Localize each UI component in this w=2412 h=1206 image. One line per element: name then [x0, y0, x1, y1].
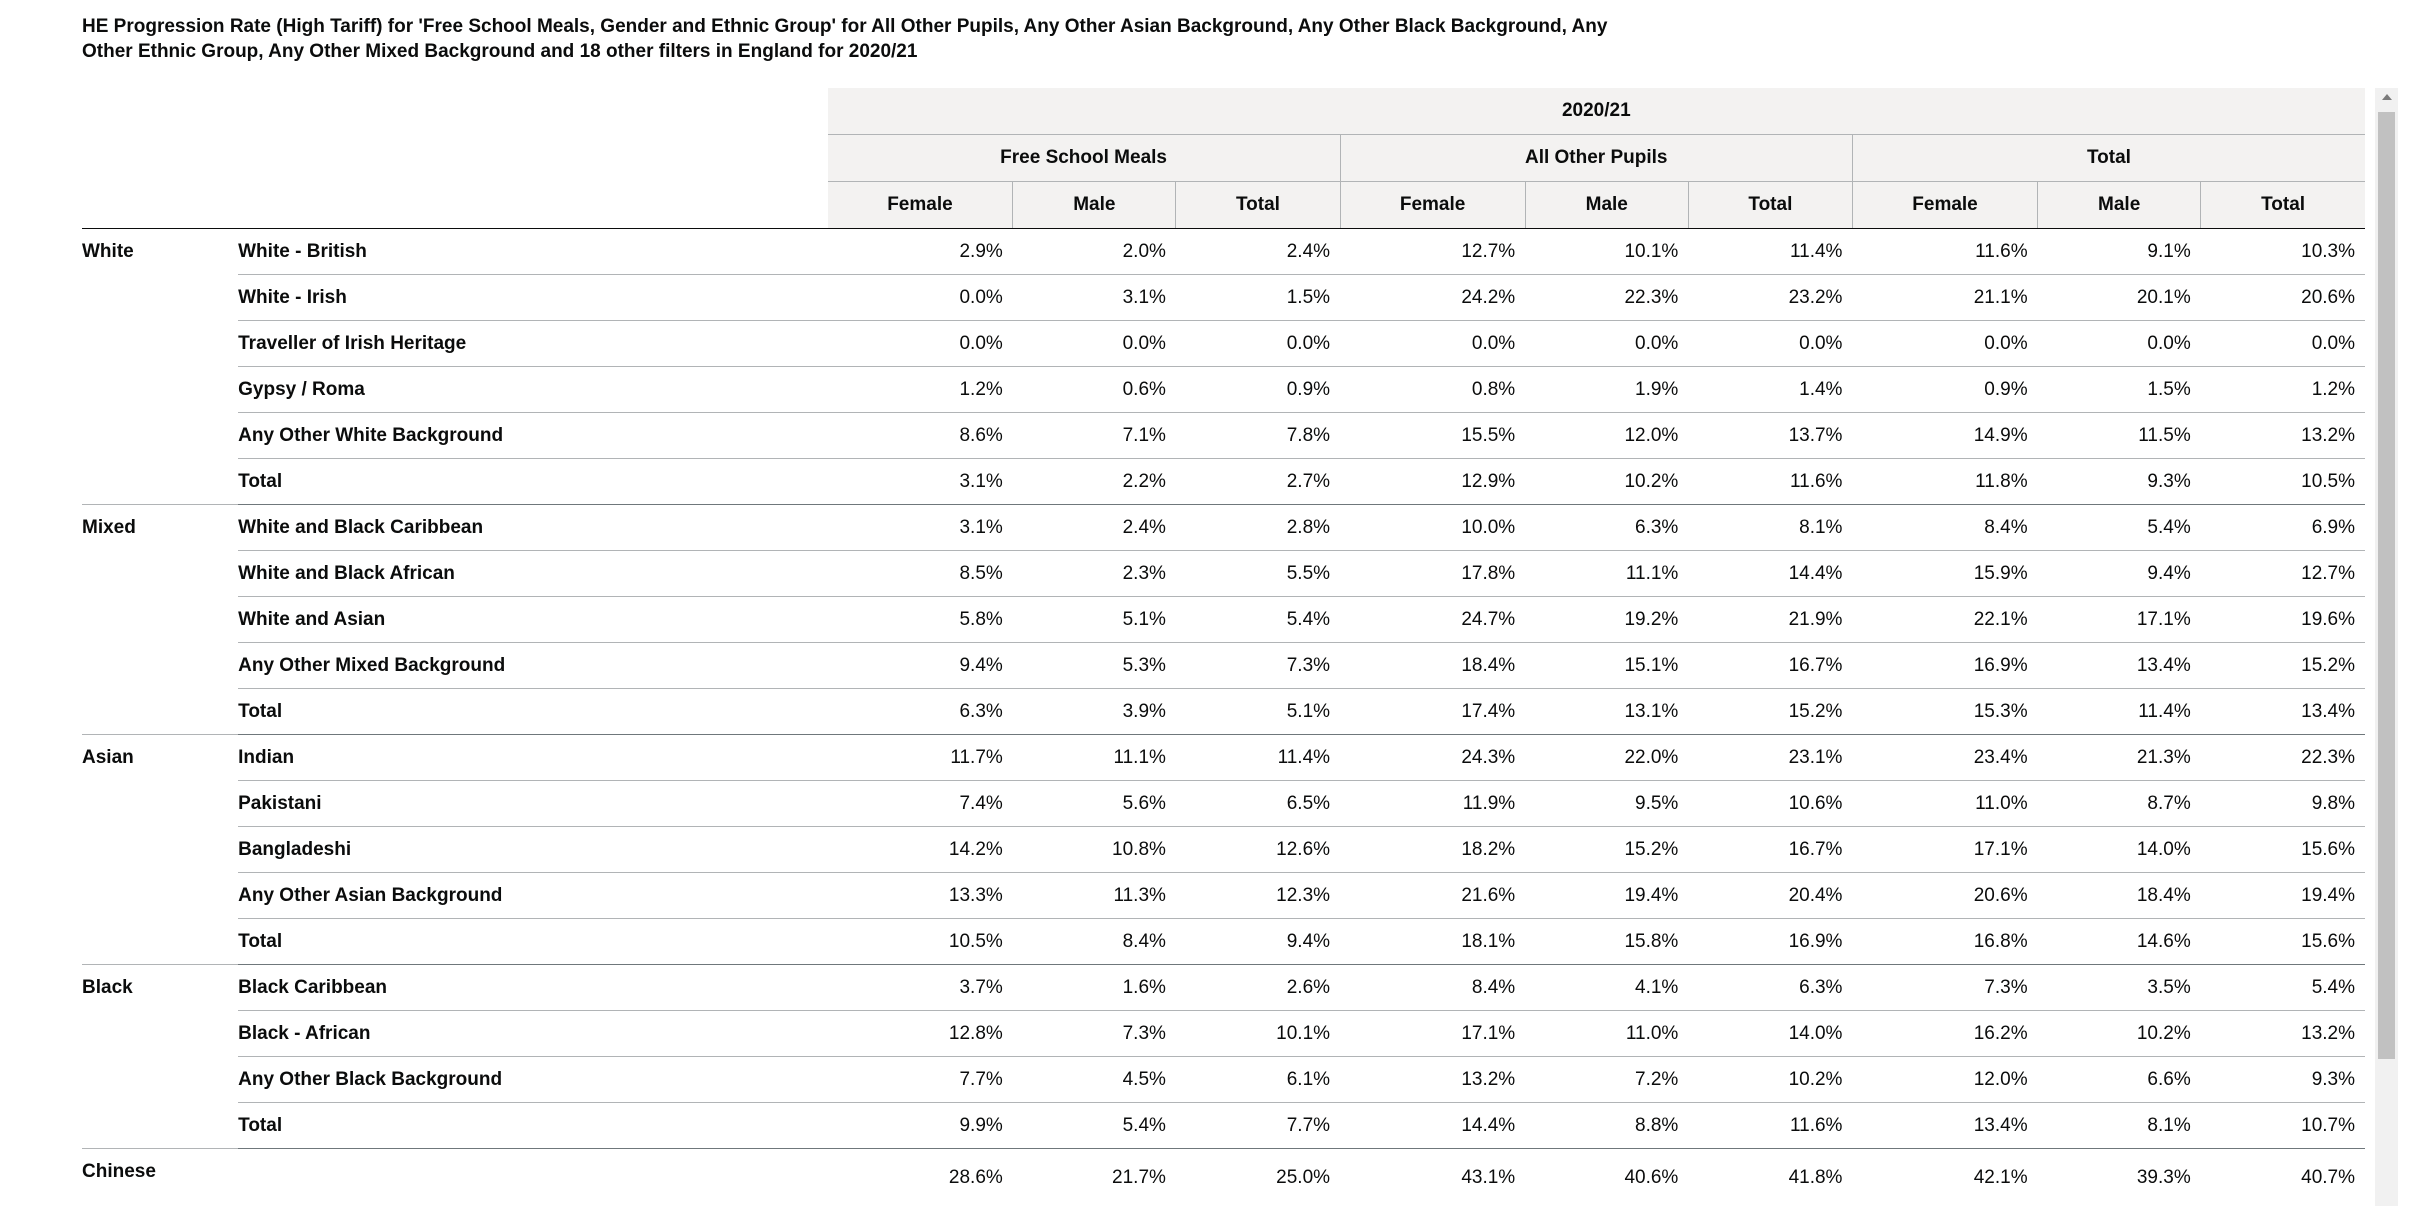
table-cell: 10.3% [2201, 229, 2365, 275]
table-cell: 8.6% [828, 413, 1013, 459]
row-group-label: Chinese [82, 1149, 238, 1206]
table-cell: 19.2% [1525, 597, 1688, 643]
table-cell: 23.2% [1688, 275, 1852, 321]
table-cell: 9.5% [1525, 781, 1688, 827]
table-cell: 12.9% [1340, 459, 1525, 505]
table-row [82, 1057, 2365, 1103]
table-cell: 43.1% [1340, 1149, 1525, 1206]
row-label: Any Other Asian Background [238, 873, 828, 919]
table-cell: 15.2% [2201, 643, 2365, 689]
table-cell: 10.0% [1340, 505, 1525, 551]
table-cell: 21.9% [1688, 597, 1852, 643]
table-cell: 0.0% [1688, 321, 1852, 367]
table-row [82, 689, 2365, 735]
table-cell: 11.3% [1013, 873, 1176, 919]
table-cell: 0.0% [1340, 321, 1525, 367]
row-label: White and Black Caribbean [238, 505, 828, 551]
table-row [82, 505, 2365, 551]
table-row [82, 919, 2365, 965]
table-cell: 2.4% [1013, 505, 1176, 551]
table-cell: 5.5% [1176, 551, 1340, 597]
table-cell: 6.5% [1176, 781, 1340, 827]
table-container[interactable] [82, 88, 2365, 1206]
table-cell: 5.3% [1013, 643, 1176, 689]
table-cell: 19.4% [1525, 873, 1688, 919]
data-table [82, 88, 2365, 1206]
table-cell: 18.1% [1340, 919, 1525, 965]
table-cell: 22.3% [2201, 735, 2365, 781]
table-cell: 11.6% [1688, 1103, 1852, 1149]
header-group-free-school-meals: Free School Meals [828, 135, 1340, 182]
table-cell: 15.2% [1688, 689, 1852, 735]
table-cell: 0.0% [1852, 321, 2037, 367]
table-cell: 40.7% [2201, 1149, 2365, 1206]
table-cell: 0.0% [1013, 321, 1176, 367]
table-cell: 4.5% [1013, 1057, 1176, 1103]
table-cell: 11.4% [2038, 689, 2201, 735]
table-cell: 16.8% [1852, 919, 2037, 965]
table-cell: 0.0% [828, 275, 1013, 321]
table-cell: 9.1% [2038, 229, 2201, 275]
table-cell: 17.4% [1340, 689, 1525, 735]
table-cell: 7.1% [1013, 413, 1176, 459]
table-cell: 13.1% [1525, 689, 1688, 735]
table-cell: 11.1% [1525, 551, 1688, 597]
table-cell: 16.9% [1688, 919, 1852, 965]
table-cell: 7.2% [1525, 1057, 1688, 1103]
table-cell: 11.9% [1340, 781, 1525, 827]
table-row [82, 781, 2365, 827]
table-cell: 42.1% [1852, 1149, 2037, 1206]
header-total-male: Male [2038, 182, 2201, 229]
table-cell: 13.4% [1852, 1103, 2037, 1149]
table-cell: 11.1% [1013, 735, 1176, 781]
table-cell: 0.9% [1852, 367, 2037, 413]
row-group-label: Asian [82, 735, 238, 965]
table-cell: 21.1% [1852, 275, 2037, 321]
table-row [82, 367, 2365, 413]
row-group-label: White [82, 229, 238, 505]
table-row [82, 413, 2365, 459]
table-cell: 3.7% [828, 965, 1013, 1011]
header-year: 2020/21 [828, 88, 2365, 135]
table-cell: 17.1% [2038, 597, 2201, 643]
row-label: Any Other Mixed Background [238, 643, 828, 689]
table-cell: 22.0% [1525, 735, 1688, 781]
table-cell: 11.0% [1525, 1011, 1688, 1057]
table-cell: 12.6% [1176, 827, 1340, 873]
table-cell: 17.8% [1340, 551, 1525, 597]
table-cell: 16.2% [1852, 1011, 2037, 1057]
table-cell: 15.6% [2201, 919, 2365, 965]
table-cell: 12.3% [1176, 873, 1340, 919]
table-cell: 11.6% [1688, 459, 1852, 505]
table-cell: 15.2% [1525, 827, 1688, 873]
row-label: Any Other Black Background [238, 1057, 828, 1103]
table-cell: 0.8% [1340, 367, 1525, 413]
table-cell: 8.4% [1340, 965, 1525, 1011]
table-cell: 13.7% [1688, 413, 1852, 459]
header-aop-total: Total [1688, 182, 1852, 229]
header-blank [82, 182, 828, 229]
row-label: Indian [238, 735, 828, 781]
table-cell: 6.9% [2201, 505, 2365, 551]
table-cell: 5.4% [1013, 1103, 1176, 1149]
table-cell: 10.1% [1525, 229, 1688, 275]
table-cell: 24.2% [1340, 275, 1525, 321]
scroll-up-arrow-icon[interactable] [2382, 94, 2392, 100]
table-cell: 15.8% [1525, 919, 1688, 965]
table-cell: 10.2% [1688, 1057, 1852, 1103]
table-cell: 3.5% [2038, 965, 2201, 1011]
table-cell: 15.6% [2201, 827, 2365, 873]
table-cell: 20.1% [2038, 275, 2201, 321]
table-row [82, 597, 2365, 643]
table-cell: 2.4% [1176, 229, 1340, 275]
table-cell: 12.0% [1525, 413, 1688, 459]
header-fsm-female: Female [828, 182, 1013, 229]
table-cell: 6.3% [1688, 965, 1852, 1011]
row-label: White - Irish [238, 275, 828, 321]
table-cell: 39.3% [2038, 1149, 2201, 1206]
table-cell: 21.3% [2038, 735, 2201, 781]
table-cell: 0.9% [1176, 367, 1340, 413]
row-group-label: Black [82, 965, 238, 1149]
table-cell: 10.5% [828, 919, 1013, 965]
table-cell: 13.2% [2201, 1011, 2365, 1057]
table-cell: 1.4% [1688, 367, 1852, 413]
table-cell: 22.3% [1525, 275, 1688, 321]
table-cell: 10.2% [2038, 1011, 2201, 1057]
table-cell: 12.8% [828, 1011, 1013, 1057]
table-cell: 5.1% [1013, 597, 1176, 643]
table-cell: 7.7% [828, 1057, 1013, 1103]
table-cell: 0.0% [2201, 321, 2365, 367]
table-cell: 16.7% [1688, 643, 1852, 689]
table-cell: 23.1% [1688, 735, 1852, 781]
table-row [82, 551, 2365, 597]
table-cell: 5.1% [1176, 689, 1340, 735]
table-cell: 10.5% [2201, 459, 2365, 505]
table-cell: 7.3% [1852, 965, 2037, 1011]
table-cell: 7.7% [1176, 1103, 1340, 1149]
table-row [82, 321, 2365, 367]
table-cell: 2.8% [1176, 505, 1340, 551]
table-cell: 4.1% [1525, 965, 1688, 1011]
table-cell: 18.4% [2038, 873, 2201, 919]
table-cell: 15.9% [1852, 551, 2037, 597]
table-cell: 14.4% [1340, 1103, 1525, 1149]
header-total-female: Female [1852, 182, 2037, 229]
table-cell: 16.7% [1688, 827, 1852, 873]
table-cell: 6.6% [2038, 1057, 2201, 1103]
table-cell: 2.0% [1013, 229, 1176, 275]
table-row [82, 229, 2365, 275]
table-cell: 8.4% [1852, 505, 2037, 551]
table-cell: 0.0% [1525, 321, 1688, 367]
table-cell: 5.4% [1176, 597, 1340, 643]
row-group-label: Mixed [82, 505, 238, 735]
table-cell: 28.6% [828, 1149, 1013, 1206]
table-cell: 9.4% [828, 643, 1013, 689]
table-cell: 0.0% [1176, 321, 1340, 367]
table-cell: 1.5% [1176, 275, 1340, 321]
table-row [82, 827, 2365, 873]
row-label: Pakistani [238, 781, 828, 827]
table-cell: 7.3% [1013, 1011, 1176, 1057]
table-cell: 11.6% [1852, 229, 2037, 275]
table-cell: 3.1% [828, 505, 1013, 551]
table-cell: 12.0% [1852, 1057, 2037, 1103]
row-label: Gypsy / Roma [238, 367, 828, 413]
table-cell: 11.0% [1852, 781, 2037, 827]
table-cell: 20.4% [1688, 873, 1852, 919]
row-label: Total [238, 1103, 828, 1149]
table-cell: 1.5% [2038, 367, 2201, 413]
header-fsm-male: Male [1013, 182, 1176, 229]
table-cell: 8.1% [2038, 1103, 2201, 1149]
table-row [82, 1011, 2365, 1057]
table-cell: 23.4% [1852, 735, 2037, 781]
table-cell: 8.4% [1013, 919, 1176, 965]
table-cell: 22.1% [1852, 597, 2037, 643]
table-cell: 8.8% [1525, 1103, 1688, 1149]
header-blank [82, 88, 828, 135]
table-row [82, 643, 2365, 689]
table-cell: 19.4% [2201, 873, 2365, 919]
table-cell: 5.8% [828, 597, 1013, 643]
table-cell: 16.9% [1852, 643, 2037, 689]
table-cell: 14.6% [2038, 919, 2201, 965]
table-cell: 24.7% [1340, 597, 1525, 643]
table-cell: 25.0% [1176, 1149, 1340, 1206]
table-row [82, 735, 2365, 781]
table-cell: 5.4% [2201, 965, 2365, 1011]
header-group-all-other-pupils: All Other Pupils [1340, 135, 1852, 182]
table-cell: 40.6% [1525, 1149, 1688, 1206]
table-cell: 14.0% [2038, 827, 2201, 873]
table-cell: 14.0% [1688, 1011, 1852, 1057]
table-cell: 14.9% [1852, 413, 2037, 459]
table-cell: 8.1% [1688, 505, 1852, 551]
table-cell: 5.4% [2038, 505, 2201, 551]
table-cell: 17.1% [1852, 827, 2037, 873]
table-cell: 3.1% [828, 459, 1013, 505]
row-label: White - British [238, 229, 828, 275]
table-row [82, 459, 2365, 505]
table-cell: 20.6% [2201, 275, 2365, 321]
table-row [82, 275, 2365, 321]
table-cell: 11.4% [1176, 735, 1340, 781]
table-cell: 9.4% [2038, 551, 2201, 597]
row-label: Total [238, 689, 828, 735]
scrollbar-thumb[interactable] [2378, 112, 2395, 1059]
table-cell: 18.4% [1340, 643, 1525, 689]
table-cell: 0.0% [2038, 321, 2201, 367]
header-total-total: Total [2201, 182, 2365, 229]
table-cell: 1.2% [828, 367, 1013, 413]
row-label: Total [238, 919, 828, 965]
table-cell: 6.3% [1525, 505, 1688, 551]
table-cell: 8.5% [828, 551, 1013, 597]
table-cell: 3.1% [1013, 275, 1176, 321]
row-label: White and Black African [238, 551, 828, 597]
table-row [82, 1149, 2365, 1206]
table-row [82, 965, 2365, 1011]
header-aop-male: Male [1525, 182, 1688, 229]
table-cell: 11.4% [1688, 229, 1852, 275]
table-cell: 0.0% [828, 321, 1013, 367]
table-cell: 41.8% [1688, 1149, 1852, 1206]
table-cell: 2.2% [1013, 459, 1176, 505]
table-cell: 0.6% [1013, 367, 1176, 413]
table-cell: 2.9% [828, 229, 1013, 275]
table-cell: 20.6% [1852, 873, 2037, 919]
table-cell: 11.7% [828, 735, 1013, 781]
table-body [82, 229, 2365, 1206]
table-cell: 11.5% [2038, 413, 2201, 459]
table-cell: 7.3% [1176, 643, 1340, 689]
row-label: Traveller of Irish Heritage [238, 321, 828, 367]
table-cell: 11.8% [1852, 459, 2037, 505]
table-cell: 12.7% [1340, 229, 1525, 275]
table-cell: 13.4% [2201, 689, 2365, 735]
vertical-scrollbar[interactable] [2375, 88, 2398, 1206]
table-cell: 19.6% [2201, 597, 2365, 643]
header-aop-female: Female [1340, 182, 1525, 229]
table-cell: 2.3% [1013, 551, 1176, 597]
table-cell: 21.6% [1340, 873, 1525, 919]
row-label: Bangladeshi [238, 827, 828, 873]
table-cell: 13.3% [828, 873, 1013, 919]
table-cell: 1.2% [2201, 367, 2365, 413]
table-cell: 2.7% [1176, 459, 1340, 505]
table-cell: 9.3% [2201, 1057, 2365, 1103]
table-cell: 14.2% [828, 827, 1013, 873]
table-cell: 3.9% [1013, 689, 1176, 735]
table-cell: 15.1% [1525, 643, 1688, 689]
table-cell: 10.7% [2201, 1103, 2365, 1149]
table-cell: 7.8% [1176, 413, 1340, 459]
table-row [82, 1103, 2365, 1149]
table-cell: 17.1% [1340, 1011, 1525, 1057]
table-cell: 6.3% [828, 689, 1013, 735]
table-cell: 10.1% [1176, 1011, 1340, 1057]
table-cell: 2.6% [1176, 965, 1340, 1011]
table-cell: 6.1% [1176, 1057, 1340, 1103]
row-label: Any Other White Background [238, 413, 828, 459]
table-cell: 9.4% [1176, 919, 1340, 965]
table-cell: 1.9% [1525, 367, 1688, 413]
table-cell: 24.3% [1340, 735, 1525, 781]
table-cell: 13.4% [2038, 643, 2201, 689]
table-cell: 14.4% [1688, 551, 1852, 597]
row-label: White and Asian [238, 597, 828, 643]
row-label: Black - African [238, 1011, 828, 1057]
table-cell: 21.7% [1013, 1149, 1176, 1206]
table-cell: 10.6% [1688, 781, 1852, 827]
table-cell: 5.6% [1013, 781, 1176, 827]
table-cell: 10.2% [1525, 459, 1688, 505]
table-cell: 8.7% [2038, 781, 2201, 827]
table-caption: HE Progression Rate (High Tariff) for 'Free School Meals, Gender and Ethnic Group' for All Other Pupils, Any Other Asian Background, Any Other Black Background, Any Other Ethnic Group, Any Other Mixed Background and 18 other filters in England for 2020/21 [82, 16, 1608, 62]
table-cell: 9.9% [828, 1103, 1013, 1149]
table-cell: 12.7% [2201, 551, 2365, 597]
table-row [82, 873, 2365, 919]
table-cell: 9.8% [2201, 781, 2365, 827]
table-cell: 18.2% [1340, 827, 1525, 873]
table-cell: 1.6% [1013, 965, 1176, 1011]
table-cell: 15.3% [1852, 689, 2037, 735]
row-label [238, 1149, 828, 1206]
header-fsm-total: Total [1176, 182, 1340, 229]
header-blank [82, 135, 828, 182]
table-cell: 13.2% [2201, 413, 2365, 459]
table-cell: 9.3% [2038, 459, 2201, 505]
table-cell: 15.5% [1340, 413, 1525, 459]
row-label: Total [238, 459, 828, 505]
row-label: Black Caribbean [238, 965, 828, 1011]
table-cell: 7.4% [828, 781, 1013, 827]
header-group-total: Total [1852, 135, 2365, 182]
table-cell: 13.2% [1340, 1057, 1525, 1103]
table-cell: 10.8% [1013, 827, 1176, 873]
